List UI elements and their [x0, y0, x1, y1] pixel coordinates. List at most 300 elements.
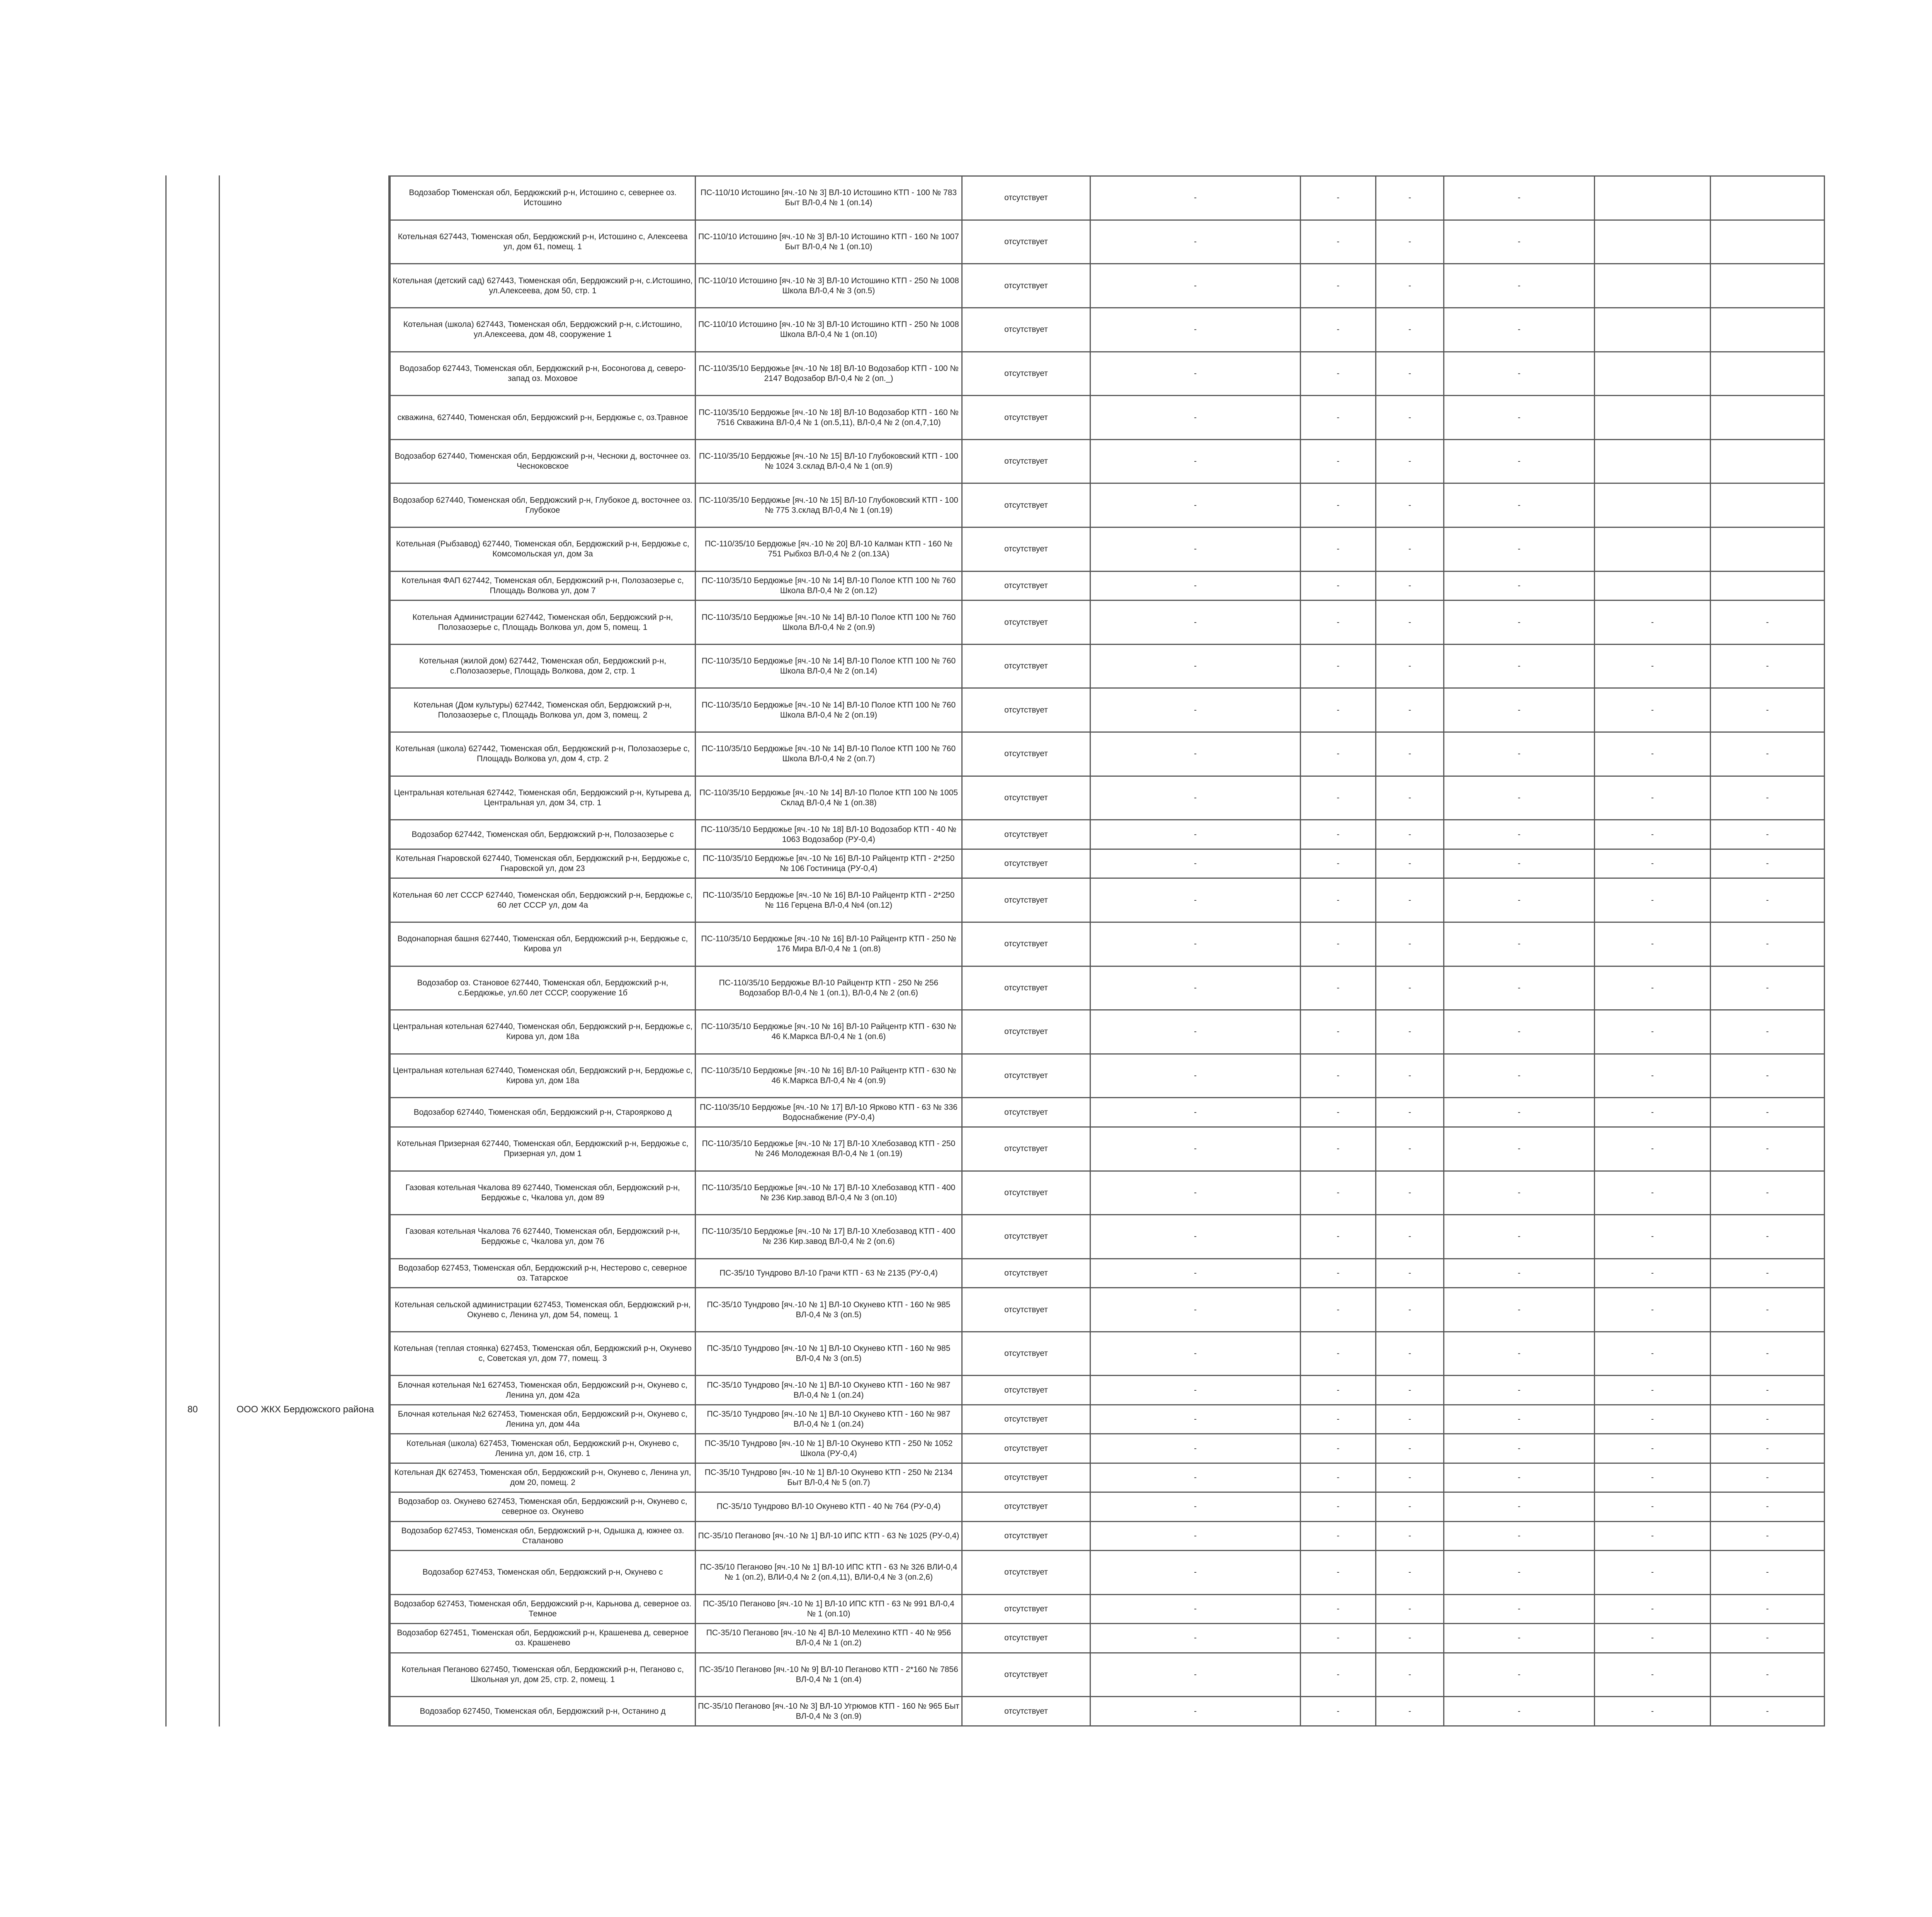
value-cell: - [1090, 1259, 1301, 1288]
value-cell: - [1376, 439, 1444, 483]
value-cell [1595, 483, 1711, 527]
value-cell: - [1595, 1594, 1711, 1623]
value-cell: - [1595, 966, 1711, 1010]
data-table [389, 175, 1825, 1726]
table-row [390, 220, 1825, 264]
object-cell: Водозабор 627453, Тюменская обл, Бердюжский р-н, Нестерово с, северное оз. Татарское [390, 1259, 696, 1288]
object-cell: Котельная сельской администрации 627453, Тюменская обл, Бердюжский р-н, Окунево с, Ленина ул, дом 54, помещ. 1 [390, 1288, 696, 1332]
value-cell: - [1444, 1288, 1595, 1332]
status-cell: отсутствует [962, 1171, 1090, 1215]
value-cell: - [1376, 1594, 1444, 1623]
status-cell: отсутствует [962, 600, 1090, 645]
value-cell: - [1595, 1215, 1711, 1259]
status-cell: отсутствует [962, 264, 1090, 308]
table-row [390, 1594, 1825, 1623]
value-cell: - [1711, 849, 1825, 878]
status-cell: отсутствует [962, 571, 1090, 600]
value-cell: - [1301, 1010, 1376, 1054]
value-cell: - [1711, 1551, 1825, 1595]
feed-cell: ПС-35/10 Тундрово [яч.-10 № 1] ВЛ-10 Окунево КТП - 250 № 1052 Школа (РУ-0,4) [696, 1434, 962, 1463]
value-cell: - [1376, 688, 1444, 732]
table-row [390, 1259, 1825, 1288]
table-row [390, 1127, 1825, 1171]
value-cell: - [1376, 1521, 1444, 1550]
value-cell: - [1090, 1653, 1301, 1697]
value-cell: - [1711, 966, 1825, 1010]
value-cell: - [1301, 396, 1376, 440]
value-cell: - [1711, 878, 1825, 922]
status-cell: отсутствует [962, 1594, 1090, 1623]
value-cell: - [1301, 966, 1376, 1010]
table-body [390, 176, 1825, 1726]
value-cell: - [1376, 776, 1444, 820]
value-cell: - [1301, 1098, 1376, 1127]
value-cell: - [1444, 1054, 1595, 1098]
object-cell: Котельная Пеганово 627450, Тюменская обл, Бердюжский р-н, Пеганово с, Школьная ул, дом 25, стр. 2, помещ. 1 [390, 1653, 696, 1697]
value-cell: - [1090, 527, 1301, 572]
feed-cell: ПС-110/35/10 Бердюжье [яч.-10 № 15] ВЛ-10 Глубоковский КТП - 100 № 1024 3.склад ВЛ-0,4 № 1 (оп.9) [696, 439, 962, 483]
value-cell: - [1090, 600, 1301, 645]
table-row [390, 571, 1825, 600]
value-cell [1595, 308, 1711, 352]
organization-name: ООО ЖКХ Бердюжского района [236, 1404, 374, 1415]
value-cell: - [1711, 1624, 1825, 1653]
value-cell: - [1376, 1259, 1444, 1288]
value-cell: - [1444, 1594, 1595, 1623]
table-row [390, 1171, 1825, 1215]
value-cell: - [1301, 1054, 1376, 1098]
value-cell: - [1444, 1127, 1595, 1171]
value-cell: - [1090, 1098, 1301, 1127]
object-cell: Водозабор 627440, Тюменская обл, Бердюжский р-н, Староярково д [390, 1098, 696, 1127]
value-cell: - [1090, 820, 1301, 849]
value-cell: - [1444, 176, 1595, 220]
object-cell: Котельная (жилой дом) 627442, Тюменская обл, Бердюжский р-н, с.Полозаозерье, Площадь Волкова, дом 2, стр. 1 [390, 644, 696, 688]
value-cell: - [1376, 1054, 1444, 1098]
object-cell: Котельная (школа) 627443, Тюменская обл, Бердюжский р-н, с.Истошино, ул.Алексеева, дом 48, сооружение 1 [390, 308, 696, 352]
feed-cell: ПС-110/35/10 Бердюжье [яч.-10 № 17] ВЛ-10 Хлебозавод КТП - 400 № 236 Кир.завод ВЛ-0,4 № 3 (оп.10) [696, 1171, 962, 1215]
value-cell: - [1301, 439, 1376, 483]
feed-cell: ПС-35/10 Тундрово [яч.-10 № 1] ВЛ-10 Окунево КТП - 160 № 985 ВЛ-0,4 № 3 (оп.5) [696, 1288, 962, 1332]
table-row [390, 483, 1825, 527]
value-cell: - [1595, 1434, 1711, 1463]
status-cell: отсутствует [962, 776, 1090, 820]
value-cell: - [1301, 1405, 1376, 1434]
value-cell: - [1376, 396, 1444, 440]
feed-cell: ПС-110/10 Истошино [яч.-10 № 3] ВЛ-10 Истошино КТП - 100 № 783 Быт ВЛ-0,4 № 1 (оп.14) [696, 176, 962, 220]
group-columns [165, 175, 389, 1726]
object-cell: Газовая котельная Чкалова 76 627440, Тюменская обл, Бердюжский р-н, Бердюжье с, Чкалова ул, дом 76 [390, 1215, 696, 1259]
value-cell [1595, 220, 1711, 264]
value-cell [1711, 220, 1825, 264]
value-cell: - [1595, 1098, 1711, 1127]
value-cell: - [1711, 600, 1825, 645]
value-cell: - [1376, 483, 1444, 527]
value-cell: - [1301, 1127, 1376, 1171]
value-cell: - [1444, 1551, 1595, 1595]
value-cell: - [1444, 922, 1595, 966]
value-cell: - [1090, 849, 1301, 878]
object-cell: Блочная котельная №1 627453, Тюменская обл, Бердюжский р-н, Окунево с, Ленина ул, дом 42а [390, 1376, 696, 1405]
feed-cell: ПС-110/35/10 Бердюжье [яч.-10 № 18] ВЛ-10 Водозабор КТП - 160 № 7516 Скважина ВЛ-0,4 № 1 (оп.5,11), ВЛ-0,4 № 2 (оп.4,7,10) [696, 396, 962, 440]
feed-cell: ПС-110/35/10 Бердюжье [яч.-10 № 14] ВЛ-10 Полое КТП 100 № 760 Школа ВЛ-0,4 № 2 (оп.12) [696, 571, 962, 600]
value-cell: - [1090, 1434, 1301, 1463]
value-cell: - [1711, 1405, 1825, 1434]
value-cell: - [1444, 308, 1595, 352]
value-cell: - [1444, 688, 1595, 732]
value-cell: - [1711, 922, 1825, 966]
object-cell: Котельная ФАП 627442, Тюменская обл, Бердюжский р-н, Полозаозерье с, Площадь Волкова ул, дом 7 [390, 571, 696, 600]
value-cell: - [1301, 1434, 1376, 1463]
value-cell: - [1444, 439, 1595, 483]
value-cell: - [1376, 1376, 1444, 1405]
value-cell [1711, 396, 1825, 440]
table-row [390, 308, 1825, 352]
value-cell: - [1444, 483, 1595, 527]
value-cell: - [1595, 1521, 1711, 1550]
value-cell [1711, 176, 1825, 220]
value-cell: - [1595, 1171, 1711, 1215]
value-cell: - [1595, 1259, 1711, 1288]
status-cell: отсутствует [962, 1624, 1090, 1653]
value-cell: - [1444, 849, 1595, 878]
value-cell: - [1090, 1215, 1301, 1259]
feed-cell: ПС-110/35/10 Бердюжье [яч.-10 № 16] ВЛ-10 Райцентр КТП - 2*250 № 106 Гостиница (РУ-0,4) [696, 849, 962, 878]
value-cell: - [1376, 732, 1444, 776]
value-cell: - [1595, 1463, 1711, 1492]
feed-cell: ПС-110/35/10 Бердюжье [яч.-10 № 14] ВЛ-10 Полое КТП 100 № 1005 Склад ВЛ-0,4 № 1 (оп.38) [696, 776, 962, 820]
value-cell: - [1711, 688, 1825, 732]
value-cell: - [1595, 1551, 1711, 1595]
value-cell: - [1595, 688, 1711, 732]
status-cell: отсутствует [962, 439, 1090, 483]
value-cell: - [1376, 1010, 1444, 1054]
value-cell: - [1090, 776, 1301, 820]
value-cell: - [1595, 1405, 1711, 1434]
table-row [390, 1697, 1825, 1726]
object-cell: Водозабор 627453, Тюменская обл, Бердюжский р-н, Окунево с [390, 1551, 696, 1595]
status-cell: отсутствует [962, 922, 1090, 966]
value-cell: - [1376, 176, 1444, 220]
value-cell: - [1301, 1463, 1376, 1492]
value-cell: - [1376, 1653, 1444, 1697]
object-cell: Котельная Гнаровской 627440, Тюменская обл, Бердюжский р-н, Бердюжье с, Гнаровской ул, дом 23 [390, 849, 696, 878]
row-number: 80 [187, 1404, 198, 1415]
feed-cell: ПС-110/35/10 Бердюжье [яч.-10 № 17] ВЛ-10 Хлебозавод КТП - 400 № 236 Кир.завод ВЛ-0,4 № 2 (оп.6) [696, 1215, 962, 1259]
object-cell: Водозабор 627440, Тюменская обл, Бердюжский р-н, Глубокое д, восточнее оз. Глубокое [390, 483, 696, 527]
value-cell: - [1595, 1288, 1711, 1332]
feed-cell: ПС-110/35/10 Бердюжье [яч.-10 № 16] ВЛ-10 Райцентр КТП - 630 № 46 К.Маркса ВЛ-0,4 № 4 (оп.9) [696, 1054, 962, 1098]
value-cell: - [1301, 600, 1376, 645]
table-row [390, 1376, 1825, 1405]
value-cell: - [1090, 1624, 1301, 1653]
object-cell: Центральная котельная 627440, Тюменская обл, Бердюжский р-н, Бердюжье с, Кирова ул, дом 18а [390, 1054, 696, 1098]
value-cell: - [1595, 600, 1711, 645]
object-cell: Котельная (школа) 627442, Тюменская обл, Бердюжский р-н, Полозаозерье с, Площадь Волкова ул, дом 4, стр. 2 [390, 732, 696, 776]
object-cell: Котельная Призерная 627440, Тюменская обл, Бердюжский р-н, Бердюжье с, Призерная ул, дом 1 [390, 1127, 696, 1171]
value-cell: - [1444, 1463, 1595, 1492]
value-cell: - [1444, 1010, 1595, 1054]
value-cell [1595, 264, 1711, 308]
table-row [390, 1463, 1825, 1492]
feed-cell: ПС-35/10 Тундрово [яч.-10 № 1] ВЛ-10 Окунево КТП - 160 № 987 ВЛ-0,4 № 1 (оп.24) [696, 1405, 962, 1434]
table-row [390, 1332, 1825, 1376]
feed-cell: ПС-110/35/10 Бердюжье [яч.-10 № 17] ВЛ-10 Ярково КТП - 63 № 336 Водоснабжение (РУ-0,4) [696, 1098, 962, 1127]
value-cell: - [1444, 1259, 1595, 1288]
status-cell: отсутствует [962, 849, 1090, 878]
value-cell: - [1444, 571, 1595, 600]
object-cell: Котельная (теплая стоянка) 627453, Тюменская обл, Бердюжский р-н, Окунево с, Советская ул, дом 77, помещ. 3 [390, 1332, 696, 1376]
value-cell: - [1301, 1653, 1376, 1697]
object-cell: Водонапорная башня 627440, Тюменская обл, Бердюжский р-н, Бердюжье с, Кирова ул [390, 922, 696, 966]
feed-cell: ПС-110/35/10 Бердюжье [яч.-10 № 14] ВЛ-10 Полое КТП 100 № 760 Школа ВЛ-0,4 № 2 (оп.14) [696, 644, 962, 688]
value-cell: - [1090, 1594, 1301, 1623]
value-cell: - [1376, 1127, 1444, 1171]
value-cell: - [1301, 220, 1376, 264]
value-cell: - [1711, 1492, 1825, 1521]
value-cell: - [1376, 1624, 1444, 1653]
status-cell: отсутствует [962, 966, 1090, 1010]
value-cell: - [1444, 1521, 1595, 1550]
status-cell: отсутствует [962, 1127, 1090, 1171]
value-cell: - [1090, 1697, 1301, 1726]
value-cell: - [1376, 1332, 1444, 1376]
value-cell: - [1376, 820, 1444, 849]
value-cell: - [1376, 878, 1444, 922]
value-cell: - [1090, 1332, 1301, 1376]
table-row [390, 352, 1825, 396]
value-cell: - [1711, 1259, 1825, 1288]
status-cell: отсутствует [962, 1288, 1090, 1332]
value-cell: - [1376, 1463, 1444, 1492]
value-cell: - [1301, 849, 1376, 878]
value-cell: - [1090, 1521, 1301, 1550]
value-cell: - [1301, 1594, 1376, 1623]
value-cell: - [1444, 966, 1595, 1010]
value-cell [1595, 396, 1711, 440]
feed-cell: ПС-35/10 Тундрово [яч.-10 № 1] ВЛ-10 Окунево КТП - 160 № 985 ВЛ-0,4 № 3 (оп.5) [696, 1332, 962, 1376]
value-cell: - [1301, 571, 1376, 600]
status-cell: отсутствует [962, 688, 1090, 732]
feed-cell: ПС-110/35/10 Бердюжье [яч.-10 № 16] ВЛ-10 Райцентр КТП - 2*250 № 116 Герцена ВЛ-0,4 №4 (оп.12) [696, 878, 962, 922]
value-cell: - [1711, 732, 1825, 776]
table-row [390, 732, 1825, 776]
value-cell: - [1376, 1405, 1444, 1434]
value-cell: - [1301, 264, 1376, 308]
status-cell: отсутствует [962, 527, 1090, 572]
value-cell: - [1090, 878, 1301, 922]
table-row [390, 1521, 1825, 1550]
value-cell: - [1090, 483, 1301, 527]
value-cell: - [1376, 352, 1444, 396]
value-cell: - [1595, 1492, 1711, 1521]
value-cell: - [1595, 820, 1711, 849]
value-cell: - [1711, 1098, 1825, 1127]
value-cell: - [1090, 396, 1301, 440]
value-cell: - [1376, 922, 1444, 966]
value-cell: - [1376, 308, 1444, 352]
object-cell: Водозабор 627443, Тюменская обл, Бердюжский р-н, Босоногова д, северо-запад оз. Моховое [390, 352, 696, 396]
value-cell: - [1301, 1624, 1376, 1653]
feed-cell: ПС-35/10 Пеганово [яч.-10 № 1] ВЛ-10 ИПС КТП - 63 № 991 ВЛ-0,4 № 1 (оп.10) [696, 1594, 962, 1623]
value-cell: - [1444, 1653, 1595, 1697]
object-cell: Котельная Администрации 627442, Тюменская обл, Бердюжский р-н, Полозаозерье с, Площадь Волкова ул, дом 5, помещ. 1 [390, 600, 696, 645]
value-cell: - [1711, 1010, 1825, 1054]
value-cell: - [1444, 732, 1595, 776]
value-cell: - [1090, 571, 1301, 600]
value-cell: - [1301, 1288, 1376, 1332]
value-cell: - [1376, 600, 1444, 645]
value-cell: - [1444, 1332, 1595, 1376]
status-cell: отсутствует [962, 644, 1090, 688]
value-cell: - [1301, 1697, 1376, 1726]
feed-cell: ПС-110/35/10 Бердюжье [яч.-10 № 16] ВЛ-10 Райцентр КТП - 630 № 46 К.Маркса ВЛ-0,4 № 1 (оп.6) [696, 1010, 962, 1054]
value-cell: - [1301, 1171, 1376, 1215]
status-cell: отсутствует [962, 1653, 1090, 1697]
feed-cell: ПС-35/10 Тундрово [яч.-10 № 1] ВЛ-10 Окунево КТП - 160 № 987 ВЛ-0,4 № 1 (оп.24) [696, 1376, 962, 1405]
feed-cell: ПС-110/35/10 Бердюжье [яч.-10 № 14] ВЛ-10 Полое КТП 100 № 760 Школа ВЛ-0,4 № 2 (оп.19) [696, 688, 962, 732]
table-row [390, 688, 1825, 732]
feed-cell: ПС-35/10 Тундрово [яч.-10 № 1] ВЛ-10 Окунево КТП - 250 № 2134 Быт ВЛ-0,4 № 5 (оп.7) [696, 1463, 962, 1492]
value-cell [1711, 308, 1825, 352]
status-cell: отсутствует [962, 483, 1090, 527]
value-cell: - [1444, 527, 1595, 572]
status-cell: отсутствует [962, 1259, 1090, 1288]
value-cell: - [1444, 776, 1595, 820]
value-cell: - [1090, 1127, 1301, 1171]
object-cell: Водозабор 627450, Тюменская обл, Бердюжский р-н, Останино д [390, 1697, 696, 1726]
feed-cell: ПС-35/10 Тундрово ВЛ-10 Окунево КТП - 40 № 764 (РУ-0,4) [696, 1492, 962, 1521]
object-cell: Водозабор 627451, Тюменская обл, Бердюжский р-н, Крашенева д, северное оз. Крашенево [390, 1624, 696, 1653]
object-cell: Водозабор 627453, Тюменская обл, Бердюжский р-н, Одышка д, южнее оз. Сталаново [390, 1521, 696, 1550]
value-cell [1595, 439, 1711, 483]
value-cell: - [1595, 1332, 1711, 1376]
value-cell: - [1595, 878, 1711, 922]
group-divider [219, 175, 220, 1726]
value-cell: - [1090, 1463, 1301, 1492]
status-cell: отсутствует [962, 1405, 1090, 1434]
table-row [390, 878, 1825, 922]
value-cell: - [1595, 1010, 1711, 1054]
table-row [390, 600, 1825, 645]
value-cell: - [1595, 1653, 1711, 1697]
value-cell: - [1444, 220, 1595, 264]
value-cell: - [1301, 922, 1376, 966]
feed-cell: ПС-35/10 Пеганово [яч.-10 № 1] ВЛ-10 ИПС КТП - 63 № 326 ВЛИ-0,4 № 1 (оп.2), ВЛИ-0,4 № 2 (оп.4,11), ВЛИ-0,4 № 3 (оп.2,6) [696, 1551, 962, 1595]
table-row [390, 849, 1825, 878]
value-cell: - [1301, 878, 1376, 922]
table-row [390, 1624, 1825, 1653]
value-cell [1595, 352, 1711, 396]
value-cell: - [1711, 1697, 1825, 1726]
value-cell: - [1711, 1288, 1825, 1332]
status-cell: отсутствует [962, 1010, 1090, 1054]
value-cell: - [1090, 352, 1301, 396]
value-cell: - [1595, 644, 1711, 688]
status-cell: отсутствует [962, 176, 1090, 220]
object-cell: Котельная (Рыбзавод) 627440, Тюменская обл, Бердюжский р-н, Бердюжье с, Комсомольская ул, дом 3а [390, 527, 696, 572]
table-row [390, 820, 1825, 849]
feed-cell: ПС-110/35/10 Бердюжье [яч.-10 № 18] ВЛ-10 Водозабор КТП - 40 № 1063 Водозабор (РУ-0,4) [696, 820, 962, 849]
value-cell: - [1711, 776, 1825, 820]
value-cell: - [1301, 820, 1376, 849]
status-cell: отсутствует [962, 308, 1090, 352]
table-row [390, 1215, 1825, 1259]
value-cell: - [1376, 849, 1444, 878]
value-cell: - [1376, 264, 1444, 308]
value-cell: - [1376, 1098, 1444, 1127]
value-cell: - [1301, 527, 1376, 572]
object-cell: Центральная котельная 627442, Тюменская обл, Бердюжский р-н, Кутырева д, Центральная ул, дом 34, стр. 1 [390, 776, 696, 820]
value-cell: - [1090, 1376, 1301, 1405]
value-cell: - [1595, 1376, 1711, 1405]
value-cell: - [1711, 1594, 1825, 1623]
value-cell: - [1301, 1492, 1376, 1521]
status-cell: отсутствует [962, 1463, 1090, 1492]
value-cell: - [1444, 396, 1595, 440]
table-row [390, 1288, 1825, 1332]
table-row [390, 776, 1825, 820]
object-cell: Котельная (Дом культуры) 627442, Тюменская обл, Бердюжский р-н, Полозаозерье с, Площадь Волкова ул, дом 3, помещ. 2 [390, 688, 696, 732]
value-cell: - [1301, 1332, 1376, 1376]
value-cell: - [1301, 776, 1376, 820]
value-cell: - [1090, 732, 1301, 776]
status-cell: отсутствует [962, 1551, 1090, 1595]
value-cell: - [1090, 439, 1301, 483]
feed-cell: ПС-110/35/10 Бердюжье [яч.-10 № 20] ВЛ-10 Калман КТП - 160 № 751 Рыбхоз ВЛ-0,4 № 2 (оп.13А) [696, 527, 962, 572]
value-cell: - [1376, 1171, 1444, 1215]
value-cell: - [1595, 732, 1711, 776]
value-cell: - [1090, 1288, 1301, 1332]
value-cell: - [1090, 176, 1301, 220]
feed-cell: ПС-35/10 Пеганово [яч.-10 № 1] ВЛ-10 ИПС КТП - 63 № 1025 (РУ-0,4) [696, 1521, 962, 1550]
value-cell [1711, 527, 1825, 572]
value-cell: - [1711, 1127, 1825, 1171]
value-cell: - [1444, 264, 1595, 308]
feed-cell: ПС-110/35/10 Бердюжье [яч.-10 № 14] ВЛ-10 Полое КТП 100 № 760 Школа ВЛ-0,4 № 2 (оп.7) [696, 732, 962, 776]
table-row [390, 966, 1825, 1010]
value-cell: - [1376, 644, 1444, 688]
status-cell: отсутствует [962, 732, 1090, 776]
table-row [390, 439, 1825, 483]
value-cell: - [1301, 688, 1376, 732]
value-cell: - [1301, 1376, 1376, 1405]
value-cell: - [1376, 1551, 1444, 1595]
feed-cell: ПС-35/10 Пеганово [яч.-10 № 3] ВЛ-10 Угрюмов КТП - 160 № 965 Быт ВЛ-0,4 № 3 (оп.9) [696, 1697, 962, 1726]
table-row [390, 1492, 1825, 1521]
feed-cell: ПС-110/35/10 Бердюжье [яч.-10 № 18] ВЛ-10 Водозабор КТП - 100 № 2147 Водозабор ВЛ-0,4 № 2 (оп._) [696, 352, 962, 396]
value-cell: - [1595, 1054, 1711, 1098]
value-cell: - [1711, 820, 1825, 849]
value-cell: - [1376, 527, 1444, 572]
feed-cell: ПС-110/35/10 Бердюжье [яч.-10 № 16] ВЛ-10 Райцентр КТП - 250 № 176 Мира ВЛ-0,4 № 1 (оп.8) [696, 922, 962, 966]
status-cell: отсутствует [962, 1434, 1090, 1463]
table-row [390, 1054, 1825, 1098]
value-cell: - [1376, 220, 1444, 264]
feed-cell: ПС-110/10 Истошино [яч.-10 № 3] ВЛ-10 Истошино КТП - 250 № 1008 Школа ВЛ-0,4 № 1 (оп.10) [696, 308, 962, 352]
table-row [390, 1653, 1825, 1697]
value-cell: - [1595, 1697, 1711, 1726]
feed-cell: ПС-35/10 Пеганово [яч.-10 № 9] ВЛ-10 Пеганово КТП - 2*160 № 7856 ВЛ-0,4 № 1 (оп.4) [696, 1653, 962, 1697]
table-row [390, 1098, 1825, 1127]
object-cell: Котельная ДК 627453, Тюменская обл, Бердюжский р-н, Окунево с, Ленина ул, дом 20, помещ. 2 [390, 1463, 696, 1492]
value-cell: - [1301, 352, 1376, 396]
feed-cell: ПС-110/10 Истошино [яч.-10 № 3] ВЛ-10 Истошино КТП - 160 № 1007 Быт ВЛ-0,4 № 1 (оп.10) [696, 220, 962, 264]
value-cell: - [1376, 1492, 1444, 1521]
object-cell: Водозабор 627453, Тюменская обл, Бердюжский р-н, Карьнова д, северное оз. Темное [390, 1594, 696, 1623]
value-cell [1711, 264, 1825, 308]
value-cell: - [1301, 483, 1376, 527]
